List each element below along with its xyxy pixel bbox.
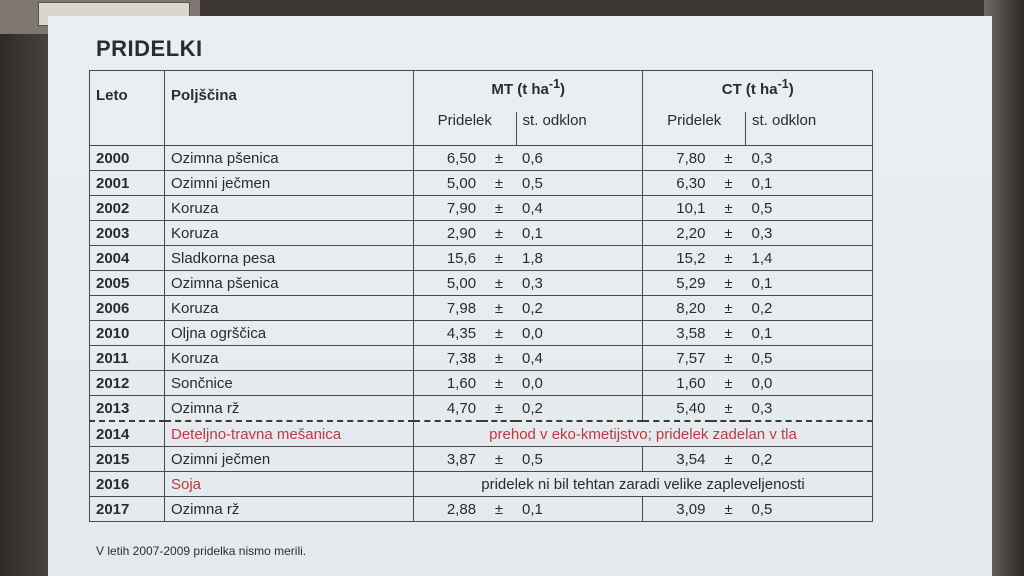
header-ct [643,71,873,113]
mt-yield-cell: 7,38 [414,346,483,371]
table-row [90,472,873,497]
table-row [90,296,873,321]
year-cell: 2015 [90,447,165,472]
mt-pm: ± [482,271,516,296]
ct-yield-cell: 10,1 [643,196,712,221]
crop-cell: Koruza [165,196,414,221]
mt-sd-cell: 0,1 [516,221,643,246]
table-row [90,321,873,346]
mt-yield-cell: 6,50 [414,146,483,171]
crop-cell: Sladkorna pesa [165,246,414,271]
mt-pm: ± [482,371,516,396]
table-row [90,346,873,371]
ct-pm: ± [711,447,745,472]
table-row [90,196,873,221]
header-mt-label: MT (t $ha^{-1}$) [491,77,566,98]
ct-sd-cell: 0,1 [745,321,872,346]
ct-yield-cell: 1,60 [643,371,712,396]
ct-sd-cell: 1,4 [745,246,872,271]
ct-sd-cell: 0,5 [745,346,872,371]
mt-yield-cell: 2,88 [414,497,483,522]
ct-yield-cell: 7,57 [643,346,712,371]
ct-pm: ± [711,371,745,396]
ct-pm: ± [711,271,745,296]
slide-title: PRIDELKI [96,36,203,61]
ct-sd-cell: 0,1 [745,271,872,296]
ct-pm: ± [711,196,745,221]
table-body [90,146,873,522]
ct-yield-cell: 5,29 [643,271,712,296]
ct-yield-cell: 2,20 [643,221,712,246]
year-cell: 2010 [90,321,165,346]
header-mt-sd: st. odklon [516,112,643,145]
year-cell: 2014 [90,421,165,447]
crop-cell: Deteljno-travna mešanica [165,421,414,447]
crop-cell: Ozimna pšenica [165,271,414,296]
header-mt-yield: Pridelek [414,112,517,145]
ct-sd-cell: 0,0 [745,371,872,396]
table-row [90,271,873,296]
mt-pm: ± [482,196,516,221]
table-row [90,447,873,472]
crop-cell: Soja [165,472,414,497]
year-cell: 2000 [90,146,165,171]
year-cell: 2002 [90,196,165,221]
crop-cell: Ozimna rž [165,396,414,422]
ct-yield-cell: 3,54 [643,447,712,472]
header-ct-label: CT (t $ha^{-1}$) [721,77,794,98]
header-year: Leto [90,71,165,146]
year-cell: 2001 [90,171,165,196]
ct-yield-cell: 5,40 [643,396,712,422]
ct-pm: ± [711,346,745,371]
mt-yield-cell: 7,90 [414,196,483,221]
mt-sd-cell: 0,0 [516,321,643,346]
year-cell: 2011 [90,346,165,371]
header-crop: Poljščina [165,71,414,146]
note-cell: prehod v eko-kmetijstvo; pridelek zadelan v tla [414,421,873,447]
crop-cell: Ozimna rž [165,497,414,522]
year-cell: 2005 [90,271,165,296]
mt-sd-cell: 0,5 [516,447,643,472]
table-row [90,146,873,171]
ct-sd-cell: 0,3 [745,396,872,422]
crop-cell: Ozimni ječmen [165,171,414,196]
table-row [90,421,873,447]
crop-cell: Oljna ogrščica [165,321,414,346]
mt-yield-cell: 15,6 [414,246,483,271]
mt-yield-cell: 7,98 [414,296,483,321]
mt-yield-cell: 3,87 [414,447,483,472]
ct-sd-cell: 0,5 [745,196,872,221]
mt-sd-cell: 0,2 [516,396,643,422]
ct-sd-cell: 0,3 [745,221,872,246]
year-cell: 2004 [90,246,165,271]
mt-sd-cell: 0,6 [516,146,643,171]
mt-pm: ± [482,296,516,321]
mt-sd-cell: 1,8 [516,246,643,271]
mt-pm: ± [482,246,516,271]
ct-pm: ± [711,396,745,422]
ct-yield-cell: 7,80 [643,146,712,171]
crop-cell: Koruza [165,296,414,321]
table-row [90,371,873,396]
mt-pm: ± [482,321,516,346]
ct-sd-cell: 0,1 [745,171,872,196]
mt-pm: ± [482,346,516,371]
mt-yield-cell: 5,00 [414,171,483,196]
mt-pm: ± [482,221,516,246]
mt-pm: ± [482,171,516,196]
mt-sd-cell: 0,4 [516,346,643,371]
mt-pm: ± [482,146,516,171]
note-cell: pridelek ni bil tehtan zaradi velike zapleveljenosti [414,472,873,497]
mt-yield-cell: 5,00 [414,271,483,296]
year-cell: 2003 [90,221,165,246]
mt-pm: ± [482,396,516,422]
mt-pm: ± [482,447,516,472]
mt-sd-cell: 0,4 [516,196,643,221]
header-ct-sd: st. odklon [745,112,872,145]
ct-sd-cell: 0,2 [745,447,872,472]
table-row [90,396,873,422]
crop-cell: Koruza [165,221,414,246]
ct-pm: ± [711,246,745,271]
ct-pm: ± [711,296,745,321]
table-row [90,246,873,271]
crop-cell: Ozimni ječmen [165,447,414,472]
crop-cell: Ozimna pšenica [165,146,414,171]
ct-pm: ± [711,321,745,346]
mt-pm: ± [482,497,516,522]
mt-yield-cell: 1,60 [414,371,483,396]
ct-sd-cell: 0,5 [745,497,872,522]
table-row [90,497,873,522]
mt-sd-cell: 0,1 [516,497,643,522]
year-cell: 2013 [90,396,165,422]
mt-yield-cell: 4,35 [414,321,483,346]
ct-pm: ± [711,221,745,246]
ct-pm: ± [711,146,745,171]
header-mt [414,71,643,113]
yield-table [89,70,873,522]
table-row [90,221,873,246]
ct-sd-cell: 0,2 [745,296,872,321]
ct-yield-cell: 6,30 [643,171,712,196]
mt-yield-cell: 2,90 [414,221,483,246]
year-cell: 2006 [90,296,165,321]
year-cell: 2016 [90,472,165,497]
crop-cell: Sončnice [165,371,414,396]
ct-yield-cell: 15,2 [643,246,712,271]
ct-pm: ± [711,497,745,522]
table-row [90,171,873,196]
mt-sd-cell: 0,0 [516,371,643,396]
header-ct-yield: Pridelek [643,112,746,145]
ct-pm: ± [711,171,745,196]
crop-cell: Koruza [165,346,414,371]
ct-yield-cell: 8,20 [643,296,712,321]
year-cell: 2012 [90,371,165,396]
mt-sd-cell: 0,5 [516,171,643,196]
mt-sd-cell: 0,2 [516,296,643,321]
ct-yield-cell: 3,09 [643,497,712,522]
ct-sd-cell: 0,3 [745,146,872,171]
year-cell: 2017 [90,497,165,522]
mt-sd-cell: 0,3 [516,271,643,296]
ct-yield-cell: 3,58 [643,321,712,346]
footnote: V letih 2007-2009 pridelka nismo merili. [96,544,307,558]
mt-yield-cell: 4,70 [414,396,483,422]
room-wall-left [0,0,50,576]
